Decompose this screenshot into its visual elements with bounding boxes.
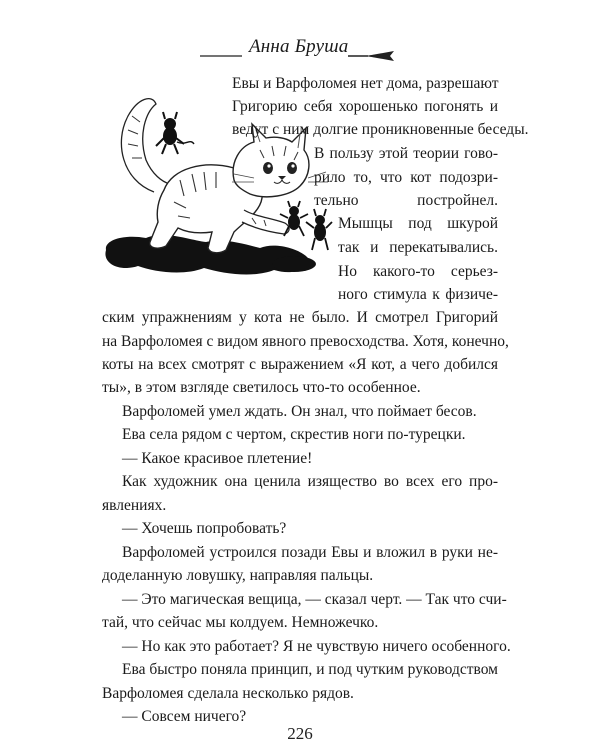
text-line: коты на всех смотрят с выражением «Я кот, а чего добился <box>102 356 498 373</box>
text-line: явлениях. <box>102 497 167 514</box>
text-line: ведут с ним долгие проникновенные беседы. <box>232 121 529 138</box>
text-line: так и перекатывались. <box>338 239 498 256</box>
imp-on-back <box>156 112 194 154</box>
page-number: 226 <box>287 724 313 743</box>
author-name: Анна Бруша <box>249 36 349 57</box>
text-line: Варфоломей устроился позади Евы и вложил в руки не- <box>122 544 498 561</box>
text-line: — Хочешь попробовать? <box>122 520 287 537</box>
running-header <box>0 36 600 66</box>
text-line: ским упражнениям у кота не было. И смотрел Григорий <box>102 309 498 326</box>
text-line: Ева быстро поняла принцип, и под чутким руководством <box>122 661 498 678</box>
text-line: Евы и Варфоломея нет дома, разрешают <box>232 75 499 92</box>
text-line: доделанную ловушку, направляя пальцы. <box>102 567 374 584</box>
text-line: — Это магическая вещица, — сказал черт. — Так что счи- <box>122 591 507 608</box>
text-line: тельно постройнел. <box>314 192 498 209</box>
text-line: рило то, что кот подозри- <box>314 169 498 186</box>
text-line: Но какого-то серьез- <box>338 263 498 280</box>
text-line: В пользу этой теории гово- <box>314 145 498 162</box>
text-line: ного стимула к физиче- <box>338 286 498 303</box>
text-line: — Но как это работает? Я не чувствую ничего особенного. <box>122 638 511 655</box>
text-line: на Варфоломея с видом явного превосходства. Хотя, конечно, <box>102 333 509 350</box>
text-line: — Совсем ничего? <box>122 708 247 725</box>
text-line: — Какое красивое плетение! <box>122 450 313 467</box>
text-line: ты», в этом взгляде светилось что-то особенное. <box>102 379 421 396</box>
text-line: Варфоломея сделала несколько рядов. <box>102 685 354 702</box>
text-line: Варфоломей умел ждать. Он знал, что поймает бесов. <box>122 403 477 420</box>
text-line: Мышцы под шкурой <box>338 215 498 232</box>
text-line: Ева села рядом с чертом, скрестив ноги по-турецки. <box>122 426 466 443</box>
text-line: Григорию себя хорошенько погонять и <box>232 98 498 115</box>
text-line: тай, что сейчас мы колдуем. Немножечко. <box>102 614 379 631</box>
text-line: Как художник она ценила изящество во всех его про- <box>122 473 498 490</box>
imp-ground-2 <box>306 209 332 250</box>
